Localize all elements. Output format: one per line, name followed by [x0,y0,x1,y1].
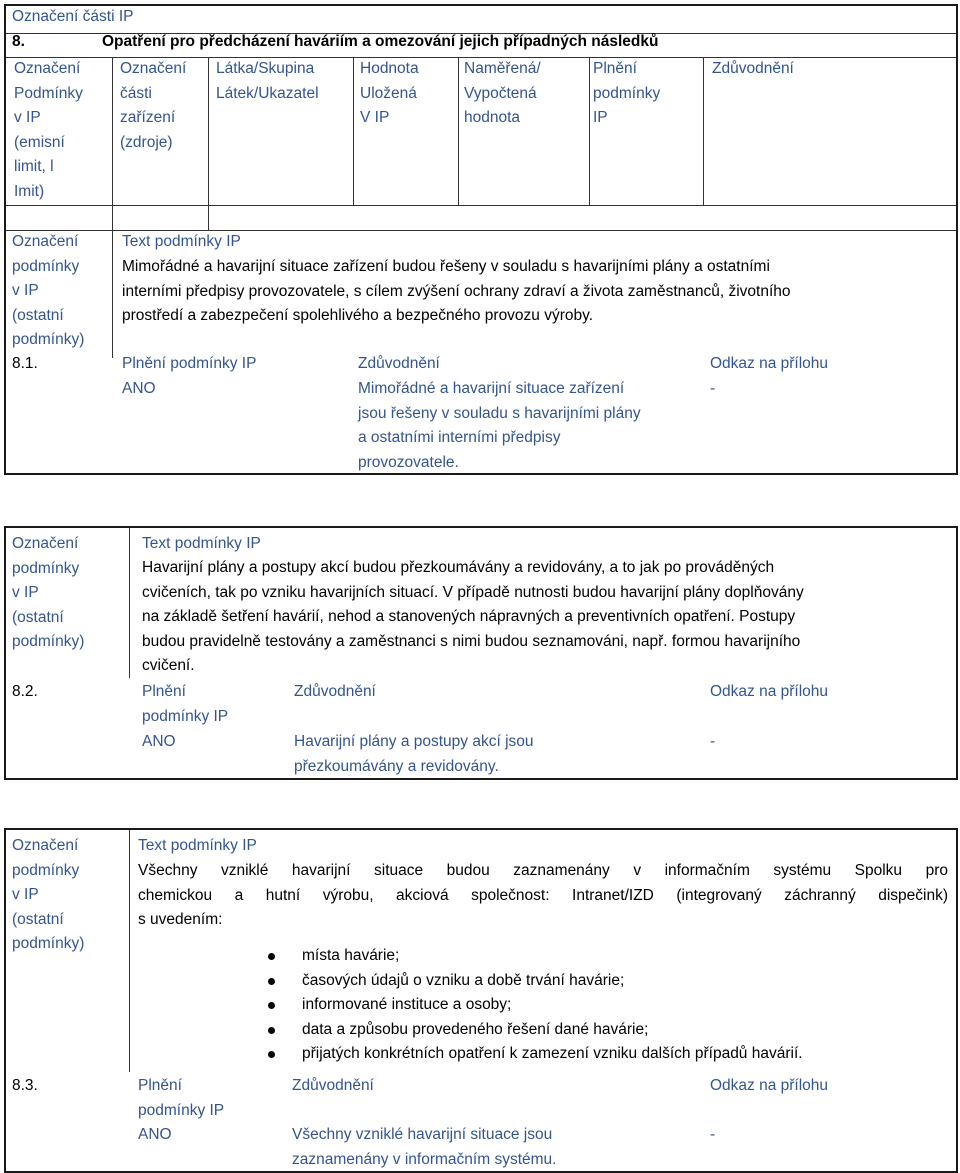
bullet-icon [268,953,275,960]
cond1-col-attach: Odkaz na přílohu [710,355,829,372]
cond3-reason-value: Všechny vzniklé havarijní situace jsou zaznamenány v informačním systému. [292,1126,557,1168]
cond3-fulfil-value: ANO [138,1126,172,1143]
header-condition-label: Označení Podmínky v IP (emisní limit, l Imit) [14,60,83,200]
cond2-attach-value: - [710,733,716,750]
cond3-col-reason: Zdůvodnění [292,1077,374,1094]
cond1-number: 8.1. [12,355,38,372]
cond1-text: Mimořádné a havarijní situace zařízení budou řešeny v souladu s havarijními plány a ostatními interními předpisy provozovatele, s cílem zvýšení ochrany zdraví a života zaměstnanců, životního prostředí a zabezpečení spolehlivého a bezpečného provozu výroby. [122,258,791,324]
section-number: 8. [12,33,25,50]
cond3-text: Všechny vzniklé havarijní situace budou zaznamenány v informačním systému Spolku pro chemickou a hutní výrobu, akciová společnost: Intranet/IZD (integrovaný záchranný dispečink) s uvedením: [138,862,948,928]
cond1-reason-value: Mimořádné a havarijní situace zařízení jsou řešeny v souladu s havarijními plány a ostatními interními předpisy provozovatele. [358,380,641,471]
header-value-stored: Hodnota Uložená V IP [360,60,419,126]
bullet-item: informované instituce a osoby; [302,993,803,1018]
section-label: Označení části IP [12,8,134,25]
cond3-bullets [302,944,803,1067]
cond1-col-fulfil: Plnění podmínky IP [122,355,257,372]
cond3-attach-value: - [710,1126,716,1143]
cond3-col-fulfil: Plnění podmínky IP [138,1077,225,1119]
cond2-fulfil-value: ANO [142,733,176,750]
cond3-label: Označení podmínky v IP (ostatní podmínky) [12,837,85,952]
cond1-attach-value: - [710,380,716,397]
cond3-number: 8.3. [12,1077,38,1094]
cond2-text: Havarijní plány a postupy akcí budou přezkoumávány a revidovány, a to jak po prováděných cvičeních, tak po vzniku havarijních situací. V případě nutnosti budou havarijní plány doplňovány na základě šetření havárií, nehod a stanovených nápravných a preventivních opatření. Postupy budou pravidelně testovány a zaměstnanci s nimi budou seznamováni, např. formou havarijního cvičení. [142,559,804,674]
cond3-text-heading: Text podmínky IP [138,837,257,854]
cond1-label: Označení podmínky v IP (ostatní podmínky) [12,233,85,348]
cond2-text-heading: Text podmínky IP [142,535,261,552]
cond1-fulfil-value: ANO [122,380,156,397]
cond2-col-reason: Zdůvodnění [294,683,376,700]
header-justification: Zdůvodnění [712,60,794,77]
bullet-item: místa havárie; [302,944,803,969]
cond2-col-attach: Odkaz na přílohu [710,683,829,700]
cond2-reason-value: Havarijní plány a postupy akcí jsou přezkoumávány a revidovány. [294,733,534,775]
header-equipment-part: Označení části zařízení (zdroje) [120,60,187,151]
bullet-item: přijatých konkrétních opatření k zamezení vzniku dalších případů havárií. [302,1042,803,1067]
bullet-icon [268,1027,275,1034]
section-title: Opatření pro předcházení haváriím a omezování jejich případných následků [102,33,659,50]
bullet-item: časových údajů o vzniku a době trvání havárie; [302,969,803,994]
cond1-text-heading: Text podmínky IP [122,233,241,250]
cond2-col-fulfil: Plnění podmínky IP [142,683,229,725]
bullet-icon [268,1002,275,1009]
bullet-item: data a způsobu provedeného řešení dané havárie; [302,1018,803,1043]
header-fulfilment: Plnění podmínky IP [593,60,661,126]
cond2-number: 8.2. [12,683,38,700]
cond3-col-attach: Odkaz na přílohu [710,1077,829,1094]
bullet-icon [268,1051,275,1058]
cond2-label: Označení podmínky v IP (ostatní podmínky) [12,535,85,650]
header-measured-value: Naměřená/ Vypočtená hodnota [464,60,541,126]
bullet-icon [268,978,275,985]
cond1-col-reason: Zdůvodnění [358,355,440,372]
header-substance: Látka/Skupina Látek/Ukazatel [216,60,319,102]
